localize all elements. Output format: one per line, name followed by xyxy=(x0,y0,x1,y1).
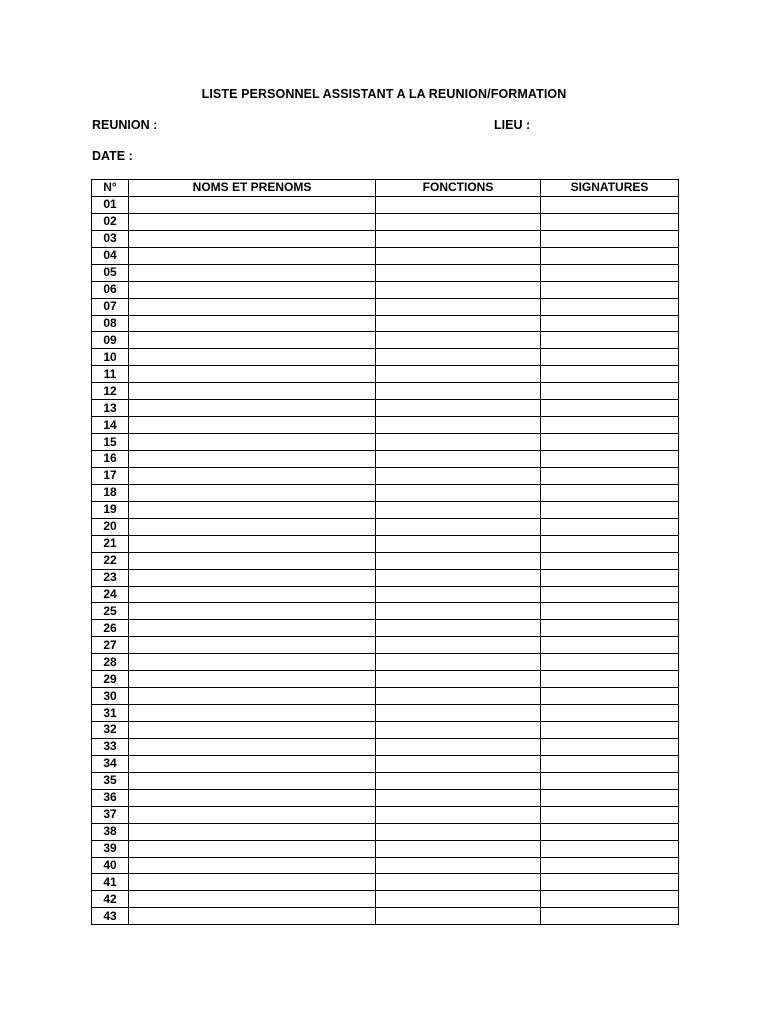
function-cell[interactable] xyxy=(376,281,541,298)
table-row xyxy=(92,722,679,739)
table-row xyxy=(92,383,679,400)
table-row xyxy=(92,467,679,484)
function-cell[interactable] xyxy=(376,298,541,315)
table-row xyxy=(92,755,679,772)
name-cell[interactable] xyxy=(129,264,376,281)
function-cell[interactable] xyxy=(376,620,541,637)
row-number: 03 xyxy=(92,230,129,247)
signature-cell[interactable] xyxy=(541,349,679,366)
name-cell[interactable] xyxy=(129,400,376,417)
table-row xyxy=(92,908,679,925)
name-cell[interactable] xyxy=(129,705,376,722)
signature-cell[interactable] xyxy=(541,196,679,213)
function-cell[interactable] xyxy=(376,688,541,705)
function-cell[interactable] xyxy=(376,264,541,281)
function-cell[interactable] xyxy=(376,315,541,332)
signature-cell[interactable] xyxy=(541,620,679,637)
signature-cell[interactable] xyxy=(541,738,679,755)
signature-cell[interactable] xyxy=(541,264,679,281)
function-cell[interactable] xyxy=(376,772,541,789)
name-cell[interactable] xyxy=(129,281,376,298)
name-cell[interactable] xyxy=(129,671,376,688)
signature-cell[interactable] xyxy=(541,908,679,925)
name-cell[interactable] xyxy=(129,620,376,637)
row-number: 15 xyxy=(92,434,129,451)
function-cell[interactable] xyxy=(376,484,541,501)
name-cell[interactable] xyxy=(129,722,376,739)
signature-cell[interactable] xyxy=(541,315,679,332)
function-cell[interactable] xyxy=(376,857,541,874)
name-cell[interactable] xyxy=(129,501,376,518)
row-number: 04 xyxy=(92,247,129,264)
signature-cell[interactable] xyxy=(541,603,679,620)
row-number: 06 xyxy=(92,281,129,298)
signature-cell[interactable] xyxy=(541,789,679,806)
signature-cell[interactable] xyxy=(541,247,679,264)
signature-cell[interactable] xyxy=(541,434,679,451)
signature-cell[interactable] xyxy=(541,535,679,552)
name-cell[interactable] xyxy=(129,603,376,620)
row-number: 22 xyxy=(92,552,129,569)
lieu-label: LIEU : xyxy=(494,118,531,132)
row-number: 21 xyxy=(92,535,129,552)
row-number: 13 xyxy=(92,400,129,417)
table-row xyxy=(92,247,679,264)
signature-cell[interactable] xyxy=(541,891,679,908)
name-cell[interactable] xyxy=(129,637,376,654)
signature-cell[interactable] xyxy=(541,688,679,705)
table-row xyxy=(92,891,679,908)
row-number: 27 xyxy=(92,637,129,654)
row-number: 02 xyxy=(92,213,129,230)
row-number: 01 xyxy=(92,196,129,213)
table-row xyxy=(92,840,679,857)
row-number: 38 xyxy=(92,823,129,840)
row-number: 18 xyxy=(92,484,129,501)
row-number: 28 xyxy=(92,654,129,671)
row-number: 14 xyxy=(92,417,129,434)
signature-cell[interactable] xyxy=(541,586,679,603)
row-number: 31 xyxy=(92,705,129,722)
function-cell[interactable] xyxy=(376,451,541,468)
function-cell[interactable] xyxy=(376,586,541,603)
row-number: 17 xyxy=(92,467,129,484)
row-number: 33 xyxy=(92,738,129,755)
header-signatures: SIGNATURES xyxy=(541,180,679,197)
name-cell[interactable] xyxy=(129,789,376,806)
table-row xyxy=(92,552,679,569)
function-cell[interactable] xyxy=(376,434,541,451)
function-cell[interactable] xyxy=(376,518,541,535)
function-cell[interactable] xyxy=(376,840,541,857)
name-cell[interactable] xyxy=(129,230,376,247)
function-cell[interactable] xyxy=(376,501,541,518)
function-cell[interactable] xyxy=(376,247,541,264)
function-cell[interactable] xyxy=(376,196,541,213)
table-row xyxy=(92,738,679,755)
name-cell[interactable] xyxy=(129,298,376,315)
row-number: 32 xyxy=(92,722,129,739)
row-number: 41 xyxy=(92,874,129,891)
signature-cell[interactable] xyxy=(541,857,679,874)
name-cell[interactable] xyxy=(129,755,376,772)
function-cell[interactable] xyxy=(376,383,541,400)
table-row xyxy=(92,586,679,603)
header-number: N° xyxy=(92,180,129,197)
table-row xyxy=(92,400,679,417)
table-row xyxy=(92,671,679,688)
name-cell[interactable] xyxy=(129,823,376,840)
header-functions: FONCTIONS xyxy=(376,180,541,197)
row-number: 35 xyxy=(92,772,129,789)
name-cell[interactable] xyxy=(129,518,376,535)
signature-cell[interactable] xyxy=(541,654,679,671)
signature-cell[interactable] xyxy=(541,823,679,840)
signature-cell[interactable] xyxy=(541,451,679,468)
signature-cell[interactable] xyxy=(541,518,679,535)
row-number: 05 xyxy=(92,264,129,281)
function-cell[interactable] xyxy=(376,535,541,552)
table-row xyxy=(92,434,679,451)
function-cell[interactable] xyxy=(376,467,541,484)
name-cell[interactable] xyxy=(129,383,376,400)
document-title: LISTE PERSONNEL ASSISTANT A LA REUNION/FORMATION xyxy=(201,87,567,101)
table-row xyxy=(92,281,679,298)
row-number: 07 xyxy=(92,298,129,315)
row-number: 30 xyxy=(92,688,129,705)
table-row xyxy=(92,213,679,230)
function-cell[interactable] xyxy=(376,908,541,925)
table-row xyxy=(92,451,679,468)
row-number: 39 xyxy=(92,840,129,857)
signature-cell[interactable] xyxy=(541,383,679,400)
table-row xyxy=(92,569,679,586)
signature-cell[interactable] xyxy=(541,366,679,383)
table-row xyxy=(92,620,679,637)
name-cell[interactable] xyxy=(129,891,376,908)
name-cell[interactable] xyxy=(129,467,376,484)
table-row xyxy=(92,772,679,789)
function-cell[interactable] xyxy=(376,366,541,383)
name-cell[interactable] xyxy=(129,586,376,603)
table-row xyxy=(92,688,679,705)
function-cell[interactable] xyxy=(376,671,541,688)
signature-cell[interactable] xyxy=(541,705,679,722)
name-cell[interactable] xyxy=(129,451,376,468)
name-cell[interactable] xyxy=(129,738,376,755)
function-cell[interactable] xyxy=(376,738,541,755)
table-row xyxy=(92,298,679,315)
name-cell[interactable] xyxy=(129,535,376,552)
signature-cell[interactable] xyxy=(541,417,679,434)
row-number: 11 xyxy=(92,366,129,383)
function-cell[interactable] xyxy=(376,806,541,823)
table-row xyxy=(92,535,679,552)
table-row xyxy=(92,705,679,722)
table-row xyxy=(92,366,679,383)
name-cell[interactable] xyxy=(129,772,376,789)
table-row xyxy=(92,417,679,434)
signature-cell[interactable] xyxy=(541,332,679,349)
name-cell[interactable] xyxy=(129,654,376,671)
name-cell[interactable] xyxy=(129,857,376,874)
row-number: 09 xyxy=(92,332,129,349)
table-row xyxy=(92,196,679,213)
table-row xyxy=(92,823,679,840)
name-cell[interactable] xyxy=(129,434,376,451)
row-number: 25 xyxy=(92,603,129,620)
table-row xyxy=(92,518,679,535)
signature-cell[interactable] xyxy=(541,400,679,417)
table-header-row xyxy=(92,180,679,197)
signature-cell[interactable] xyxy=(541,840,679,857)
signature-cell[interactable] xyxy=(541,755,679,772)
function-cell[interactable] xyxy=(376,654,541,671)
name-cell[interactable] xyxy=(129,332,376,349)
function-cell[interactable] xyxy=(376,332,541,349)
signature-cell[interactable] xyxy=(541,772,679,789)
table-row xyxy=(92,264,679,281)
signature-cell[interactable] xyxy=(541,230,679,247)
signature-cell[interactable] xyxy=(541,213,679,230)
function-cell[interactable] xyxy=(376,552,541,569)
date-label: DATE : xyxy=(92,149,133,163)
table-row xyxy=(92,806,679,823)
table-body xyxy=(92,196,679,924)
signature-cell[interactable] xyxy=(541,484,679,501)
row-number: 20 xyxy=(92,518,129,535)
header-names: NOMS ET PRENOMS xyxy=(129,180,376,197)
row-number: 16 xyxy=(92,451,129,468)
function-cell[interactable] xyxy=(376,417,541,434)
signature-cell[interactable] xyxy=(541,552,679,569)
function-cell[interactable] xyxy=(376,400,541,417)
name-cell[interactable] xyxy=(129,484,376,501)
signature-cell[interactable] xyxy=(541,298,679,315)
attendance-table xyxy=(91,179,679,925)
function-cell[interactable] xyxy=(376,823,541,840)
row-number: 36 xyxy=(92,789,129,806)
row-number: 23 xyxy=(92,569,129,586)
table-row xyxy=(92,315,679,332)
row-number: 40 xyxy=(92,857,129,874)
row-number: 42 xyxy=(92,891,129,908)
signature-cell[interactable] xyxy=(541,569,679,586)
table-row xyxy=(92,484,679,501)
function-cell[interactable] xyxy=(376,569,541,586)
signature-cell[interactable] xyxy=(541,671,679,688)
function-cell[interactable] xyxy=(376,874,541,891)
reunion-label: REUNION : xyxy=(92,118,158,132)
signature-cell[interactable] xyxy=(541,806,679,823)
function-cell[interactable] xyxy=(376,603,541,620)
name-cell[interactable] xyxy=(129,315,376,332)
function-cell[interactable] xyxy=(376,213,541,230)
table-row xyxy=(92,654,679,671)
name-cell[interactable] xyxy=(129,196,376,213)
signature-cell[interactable] xyxy=(541,637,679,654)
name-cell[interactable] xyxy=(129,688,376,705)
table-row xyxy=(92,637,679,654)
function-cell[interactable] xyxy=(376,230,541,247)
name-cell[interactable] xyxy=(129,349,376,366)
table-row xyxy=(92,501,679,518)
signature-cell[interactable] xyxy=(541,281,679,298)
name-cell[interactable] xyxy=(129,247,376,264)
row-number: 43 xyxy=(92,908,129,925)
row-number: 34 xyxy=(92,755,129,772)
signature-cell[interactable] xyxy=(541,467,679,484)
signature-cell[interactable] xyxy=(541,501,679,518)
row-number: 10 xyxy=(92,349,129,366)
name-cell[interactable] xyxy=(129,552,376,569)
name-cell[interactable] xyxy=(129,840,376,857)
row-number: 37 xyxy=(92,806,129,823)
name-cell[interactable] xyxy=(129,366,376,383)
function-cell[interactable] xyxy=(376,722,541,739)
row-number: 12 xyxy=(92,383,129,400)
table-row xyxy=(92,230,679,247)
row-number: 08 xyxy=(92,315,129,332)
table-row xyxy=(92,789,679,806)
row-number: 19 xyxy=(92,501,129,518)
name-cell[interactable] xyxy=(129,874,376,891)
function-cell[interactable] xyxy=(376,755,541,772)
table-row xyxy=(92,857,679,874)
row-number: 29 xyxy=(92,671,129,688)
row-number: 24 xyxy=(92,586,129,603)
function-cell[interactable] xyxy=(376,349,541,366)
row-number: 26 xyxy=(92,620,129,637)
table-row xyxy=(92,874,679,891)
name-cell[interactable] xyxy=(129,806,376,823)
name-cell[interactable] xyxy=(129,417,376,434)
name-cell[interactable] xyxy=(129,569,376,586)
function-cell[interactable] xyxy=(376,789,541,806)
table-row xyxy=(92,349,679,366)
signature-cell[interactable] xyxy=(541,874,679,891)
name-cell[interactable] xyxy=(129,908,376,925)
table-row xyxy=(92,332,679,349)
function-cell[interactable] xyxy=(376,891,541,908)
function-cell[interactable] xyxy=(376,705,541,722)
name-cell[interactable] xyxy=(129,213,376,230)
table-row xyxy=(92,603,679,620)
signature-cell[interactable] xyxy=(541,722,679,739)
function-cell[interactable] xyxy=(376,637,541,654)
